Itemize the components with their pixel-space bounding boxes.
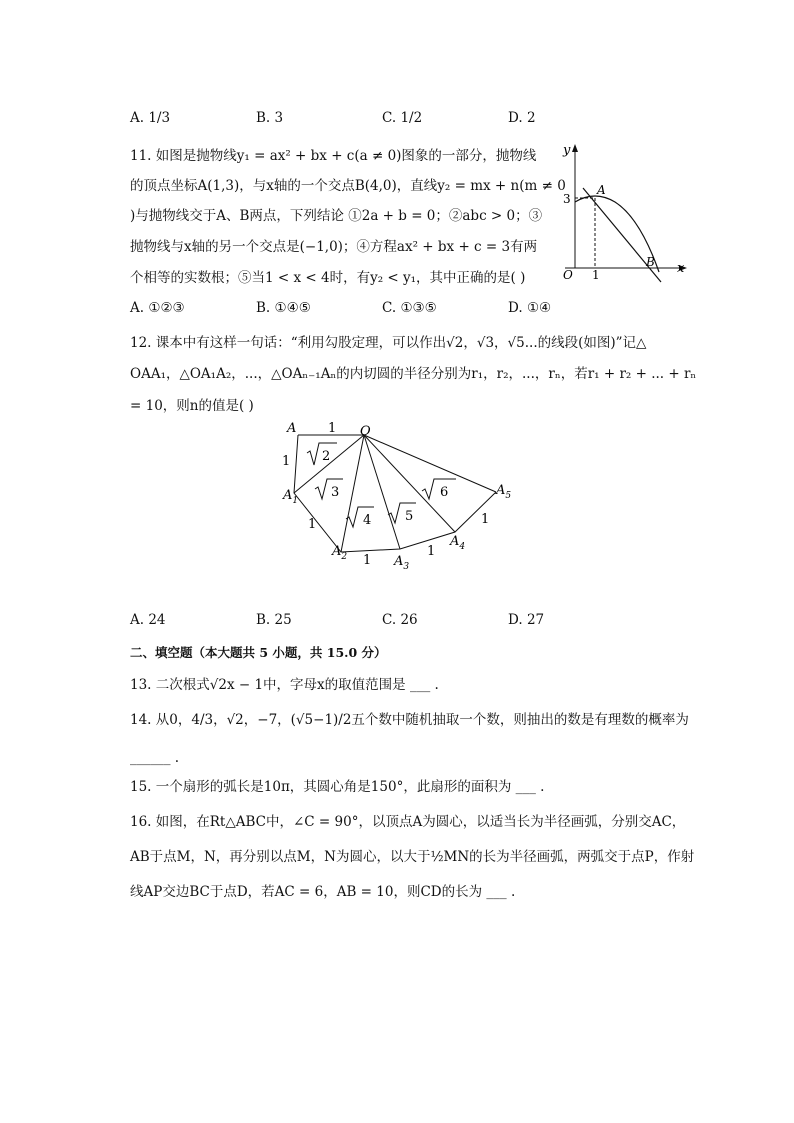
q10-option-d: D. 2: [508, 110, 536, 126]
q16-line-3: 线AP交边BC于点D，若AC = 6，AB = 10，则CD的长为 ___ .: [130, 884, 516, 900]
q11-option-c: C. ①③⑤: [382, 300, 437, 316]
one-a2-a3: 1: [363, 553, 372, 568]
q13-text: 13. 二次根式√2x − 1中，字母x的取值范围是 ___ .: [130, 677, 439, 693]
label-a1: $A_1$: [283, 488, 299, 506]
vertex-labels: [282, 483, 511, 572]
root-6: 6: [440, 485, 449, 500]
q11-option-d-value: ①④: [526, 300, 552, 316]
y-axis-arrow: [572, 144, 578, 152]
q10-option-b: B. 3: [256, 110, 284, 126]
q15-text: 15. 一个扇形的弧长是10π，其圆心角是150°，此扇形的面积为 ___ .: [130, 779, 545, 795]
radical-6: [422, 479, 456, 499]
label-a5: $A_5$: [496, 483, 512, 501]
label-point-a: A: [597, 183, 606, 197]
root-4: 4: [363, 513, 372, 528]
q12-line-1: 12. 课本中有这样一句话：“利用勾股定理，可以作出√2，√3，√5...的线段(如图)”记△: [130, 335, 647, 351]
q10-option-d-value: 2: [526, 110, 536, 126]
tick-1: 1: [592, 268, 600, 282]
label-point-b: B: [646, 255, 655, 269]
q12-line-2: OAA₁，△OA₁A₂，...，△OAₙ₋₁Aₙ的内切圆的半径分别为r₁，r₂，...，rₙ，若r₁ + r₂ + ... + rₙ: [130, 366, 697, 382]
q11-parabola-figure: [555, 140, 700, 290]
q16-line-1: 16. 如图，在Rt△ABC中，∠C = 90°，以顶点A为圆心，以适当长为半径画弧，分别交AC，: [130, 814, 686, 830]
q16-line-2: AB于点M，N，再分别以点M，N为圆心，以大于½MN的长为半径画弧，两弧交于点P，作射: [130, 849, 695, 865]
root-3: 3: [331, 485, 340, 500]
q12-option-c: C. 26: [382, 612, 418, 628]
label-a3: $A_3$: [394, 554, 410, 572]
label-a: A: [287, 421, 297, 436]
q12-option-a-value: 24: [148, 612, 166, 628]
spoke-o-a2: [341, 435, 364, 552]
one-a3-a4: 1: [427, 544, 436, 559]
q10-option-a: A. 1/3: [130, 110, 171, 126]
root-5: 5: [405, 509, 414, 524]
q14-blank: ______ .: [130, 750, 180, 766]
q11-line-1: 11. 如图是抛物线y₁ = ax² + bx + c(a ≠ 0)图象的一部分，抛物线: [130, 148, 537, 164]
tick-3: 3: [563, 192, 571, 206]
q12-option-a: A. 24: [130, 612, 166, 628]
label-o: O: [360, 424, 371, 439]
label-x: x: [677, 261, 685, 276]
one-a-a1: 1: [282, 454, 291, 469]
q11-option-b: B. ①④⑤: [256, 300, 311, 316]
label-a2: $A_2$: [332, 544, 348, 562]
label-origin: O: [563, 268, 573, 282]
one-a1-a2: 1: [308, 517, 317, 532]
q11-line-4: 抛物线与x轴的另一个交点是(−1,0)；④方程ax² + bx + c = 3有两: [130, 239, 538, 255]
q11-option-a-value: ①②③: [148, 300, 185, 316]
q10-option-a-value: 1/3: [148, 110, 171, 126]
one-a-o: 1: [328, 421, 337, 436]
q11-line-2: 的顶点坐标A(1,3)，与x轴的一个交点B(4,0)，直线y₂ = mx + n(m ≠ 0: [130, 178, 566, 194]
one-a4-a5: 1: [481, 512, 490, 527]
q12-spiral-figure: [275, 415, 525, 575]
q11-option-b-value: ①④⑤: [274, 300, 311, 316]
q12-line-3: = 10，则n的值是( ): [130, 398, 254, 414]
q11-option-a: A. ①②③: [130, 300, 185, 316]
section-title: 二、填空题（本大题共 5 小题，共 15.0 分）: [130, 645, 387, 660]
q10-option-c: C. 1/2: [382, 110, 423, 126]
label-a4: $A_4$: [450, 534, 466, 552]
label-y: y: [563, 143, 571, 158]
q14-text: 14. 从0，4/3，√2，−7，(√5−1)/2五个数中随机抽取一个数，则抽出的数是有理数的概率为: [130, 712, 689, 728]
root-2: 2: [322, 449, 331, 464]
q12-option-d-value: 27: [526, 612, 545, 628]
q11-line-5: 个相等的实数根；⑤当1 < x < 4时，有y₂ < y₁，其中正确的是( ): [130, 270, 526, 286]
q12-option-b: B. 25: [256, 612, 292, 628]
q11-line-3: )与抛物线交于A、B两点，下列结论 ①2a + b = 0；②abc > 0；③: [130, 208, 543, 224]
spoke-o-a5: [364, 435, 496, 492]
q11-option-d: D. ①④: [508, 300, 552, 316]
q10-option-c-value: 1/2: [400, 110, 423, 126]
q12-option-c-value: 26: [400, 612, 418, 628]
q10-option-b-value: 3: [274, 110, 284, 126]
q12-option-d: D. 27: [508, 612, 545, 628]
q11-option-c-value: ①③⑤: [400, 300, 437, 316]
q12-option-b-value: 25: [274, 612, 292, 628]
spoke-o-a1: [294, 435, 364, 493]
spoke-o-a3: [364, 435, 400, 549]
